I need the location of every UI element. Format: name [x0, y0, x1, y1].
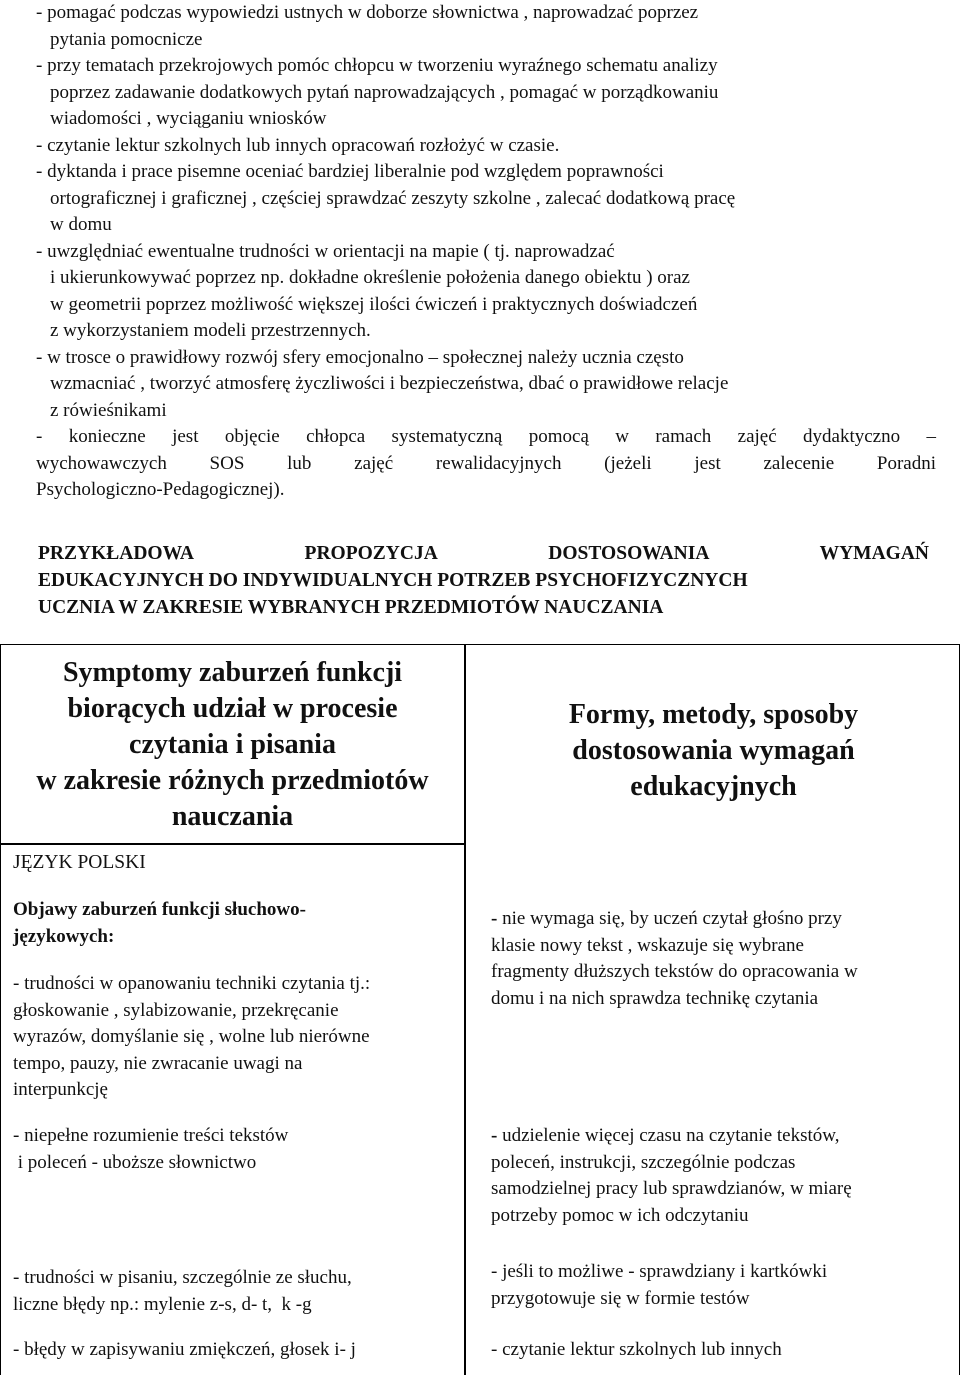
method-more-time	[491, 1123, 953, 1229]
text-line: z wykorzystaniem modeli przestrzennych.	[50, 320, 371, 341]
line-text: udzielenie więcej czasu na czytanie tekstów,	[497, 1125, 840, 1146]
cell-line: - trudności w pisaniu, szczególnie ze słuchu,	[13, 1267, 352, 1288]
text-line: wzmacniać , tworzyć atmosferę życzliwości i bezpieczeństwa, dbać o prawidłowe relacje	[50, 373, 729, 394]
cell-line: głoskowanie , sylabizowanie, przekręcanie	[13, 999, 339, 1021]
cell-line: liczne błędy np.: mylenie z-s, d- t, k -g	[13, 1293, 312, 1315]
cell-line	[491, 906, 953, 933]
symptoms-group-title	[13, 897, 461, 950]
text-line: - dyktanda i prace pisemne oceniać bardziej liberalnie pod względem poprawności	[36, 161, 664, 182]
cell-line: potrzeby pomoc w ich odczytaniu	[491, 1204, 749, 1226]
cell-line: klasie nowy tekst , wskazuje się wybrane	[491, 934, 804, 956]
line-text: nie wymaga się, by uczeń czytał głośno przy	[497, 908, 842, 929]
text-line: i ukierunkowywać poprzez np. dokładne określenie położenia danego obiektu ) oraz	[50, 267, 690, 288]
symptoms-column-header	[1, 655, 464, 835]
cell-line: tempo, pauzy, nie zwracanie uwagi na	[13, 1052, 303, 1074]
section-heading	[38, 540, 929, 621]
heading-line: UCZNIA W ZAKRESIE WYBRANYCH PRZEDMIOTÓW NAUCZANIA	[38, 597, 664, 618]
header-line: dostosowania wymagań	[572, 735, 855, 766]
cell-line: wyrazów, domyślanie się , wolne lub nierówne	[13, 1026, 370, 1047]
row-divider	[1, 843, 464, 845]
cell-line	[491, 1123, 953, 1150]
symptom-reading-technique	[13, 971, 461, 1104]
text-line: pytania pomocnicze	[50, 28, 203, 50]
bullet-dash: -	[491, 908, 498, 929]
method-readings	[491, 1337, 953, 1364]
cell-line: Objawy zaburzeń funkcji słuchowo-	[13, 899, 306, 920]
text-line: poprzez zadawanie dodatkowych pytań naprowadzających , pomagać w porządkowaniu	[50, 81, 719, 103]
cell-line: i poleceń - uboższe słownictwo	[13, 1151, 257, 1173]
text-line: ortograficznej i graficznej , częściej sprawdzać zeszyty szkolne , zalecać dodatkową pracę	[50, 187, 736, 209]
heading-line: PRZYKŁADOWA PROPOZYCJA DOSTOSOWANIA WYMAGAŃ	[38, 543, 929, 564]
method-reading-aloud	[491, 906, 953, 1012]
header-line: Symptomy zaburzeń funkcji	[62, 657, 403, 688]
header-line: edukacyjnych	[630, 771, 797, 802]
header-line: biorących udział w procesie	[67, 693, 398, 724]
cell-line: przygotowuje się w formie testów	[491, 1287, 750, 1309]
cell-line: domu i na nich sprawdza technikę czytania	[491, 987, 819, 1009]
text-line: Psychologiczno-Pedagogicznej).	[36, 479, 285, 500]
symptom-comprehension	[13, 1123, 461, 1176]
subject-label: JĘZYK POLSKI	[13, 852, 146, 873]
header-line: w zakresie różnych przedmiotów	[36, 765, 429, 796]
header-line: nauczania	[171, 801, 294, 832]
cell-line: - niepełne rozumienie treści tekstów	[13, 1125, 289, 1146]
method-tests	[491, 1259, 953, 1312]
text-line: - przy tematach przekrojowych pomóc chłopcu w tworzeniu wyraźnego schematu analizy	[36, 55, 718, 76]
adjustments-table	[0, 644, 960, 1375]
cell-line: interpunkcję	[13, 1079, 108, 1100]
cell-line: językowych:	[13, 925, 115, 947]
text-line: - czytanie lektur szkolnych lub innych opracowań rozłożyć w czasie.	[36, 134, 560, 156]
methods-column-header	[466, 697, 960, 805]
text-line: z rówieśnikami	[50, 399, 167, 421]
cell-line: poleceń, instrukcji, szczególnie podczas	[491, 1151, 796, 1173]
text-line: wychowawczych SOS lub zajęć rewalidacyjnych (jeżeli jest zalecenie Poradni	[36, 452, 936, 474]
text-line: - uwzględniać ewentualne trudności w orientacji na mapie ( tj. naprowadzać	[36, 240, 615, 262]
text-line: - pomagać podczas wypowiedzi ustnych w doborze słownictwa , naprowadzać poprzez	[36, 2, 699, 23]
header-line: Formy, metody, sposoby	[568, 699, 859, 730]
symptom-writing	[13, 1265, 461, 1318]
text-line: w geometrii poprzez możliwość większej ilości ćwiczeń i praktycznych doświadczeń	[50, 293, 698, 315]
text-line: - konieczne jest objęcie chłopca systematyczną pomocą w ramach zajęć dydaktyczno –	[36, 426, 936, 447]
text-line: w domu	[50, 214, 112, 235]
bullet-dash: -	[491, 1125, 498, 1146]
cell-line: samodzielnej pracy lub sprawdzianów, w miarę	[491, 1178, 852, 1199]
cell-line: - trudności w opanowaniu techniki czytania tj.:	[13, 973, 371, 994]
text-line: wiadomości , wyciąganiu wniosków	[50, 108, 327, 129]
symptom-softening	[13, 1337, 461, 1364]
cell-line: - błędy w zapisywaniu zmiękczeń, głosek i- j	[13, 1339, 356, 1360]
recommendations-text	[36, 0, 936, 504]
cell-line: fragmenty dłuższych tekstów do opracowania w	[491, 961, 858, 982]
cell-line: - czytanie lektur szkolnych lub innych	[491, 1339, 782, 1360]
heading-line: EDUKACYJNYCH DO INDYWIDUALNYCH POTRZEB PSYCHOFIZYCZNYCH	[38, 570, 748, 591]
header-line: czytania i pisania	[129, 729, 336, 760]
text-line: - w trosce o prawidłowy rozwój sfery emocjonalno – społecznej należy ucznia często	[36, 346, 684, 368]
cell-line: - jeśli to możliwe - sprawdziany i kartkówki	[491, 1261, 828, 1282]
